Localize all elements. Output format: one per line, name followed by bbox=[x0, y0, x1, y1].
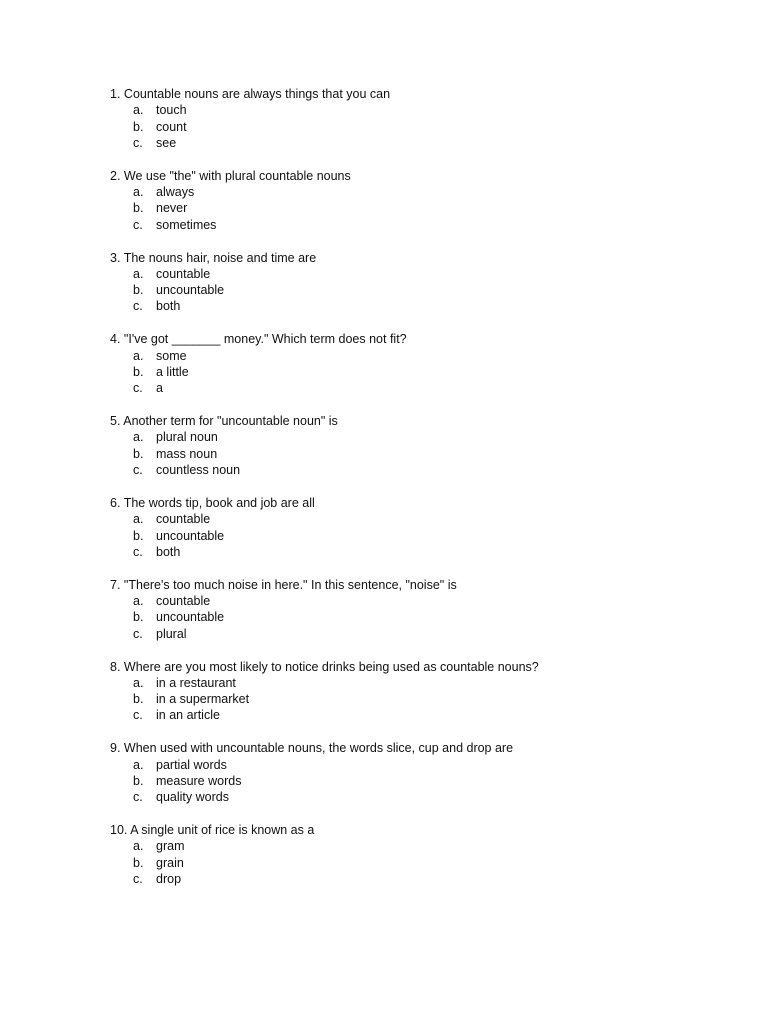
answer-option-c bbox=[110, 135, 730, 151]
question-line bbox=[110, 740, 730, 756]
option-text: in an article bbox=[156, 708, 220, 723]
option-letter: b. bbox=[133, 773, 144, 788]
question-text: "There's too much noise in here." In this sentence, "noise" is bbox=[123, 577, 457, 592]
quiz-question-9 bbox=[110, 740, 730, 822]
answer-option-c bbox=[110, 789, 730, 805]
answer-option-c bbox=[110, 217, 730, 233]
option-letter: c. bbox=[133, 217, 143, 232]
question-line bbox=[110, 577, 730, 593]
option-letter: c. bbox=[133, 463, 143, 478]
question-text: The nouns hair, noise and time are bbox=[123, 250, 317, 265]
quiz-question-6 bbox=[110, 495, 730, 577]
question-number: 3. bbox=[110, 250, 121, 265]
option-letter: c. bbox=[133, 708, 143, 723]
question-text: The words tip, book and job are all bbox=[123, 495, 315, 510]
question-text: Countable nouns are always things that you can bbox=[123, 87, 391, 101]
option-text: a little bbox=[156, 364, 189, 379]
option-text: see bbox=[156, 135, 177, 150]
option-text: some bbox=[156, 348, 187, 363]
option-letter: b. bbox=[133, 855, 144, 870]
option-letter: b. bbox=[133, 119, 144, 134]
answer-option-b bbox=[110, 855, 730, 871]
option-text: measure words bbox=[156, 773, 242, 788]
option-letter: b. bbox=[133, 201, 144, 216]
answer-option-c bbox=[110, 462, 730, 478]
option-text: drop bbox=[156, 872, 182, 887]
option-text: quality words bbox=[156, 790, 229, 805]
option-letter: c. bbox=[133, 872, 143, 887]
option-text: in a restaurant bbox=[156, 675, 236, 690]
option-text: countable bbox=[156, 594, 211, 609]
option-letter: a. bbox=[133, 185, 144, 200]
question-text: When used with uncountable nouns, the words slice, cup and drop are bbox=[123, 741, 514, 756]
quiz-question-8 bbox=[110, 659, 730, 741]
answer-option-b bbox=[110, 446, 730, 462]
answer-option-b bbox=[110, 282, 730, 298]
option-text: touch bbox=[156, 103, 187, 118]
quiz-question-2 bbox=[110, 168, 730, 250]
option-text: mass noun bbox=[156, 446, 218, 461]
option-letter: c. bbox=[133, 790, 143, 805]
answer-option-b bbox=[110, 364, 730, 380]
question-number: 10. bbox=[110, 823, 128, 838]
quiz-question-4 bbox=[110, 331, 730, 413]
option-text: countable bbox=[156, 266, 211, 281]
answer-option-c bbox=[110, 626, 730, 642]
answer-option-c bbox=[110, 871, 730, 887]
quiz-question-3 bbox=[110, 250, 730, 332]
quiz-question-list bbox=[110, 86, 730, 904]
answer-option-a bbox=[110, 102, 730, 118]
option-text: never bbox=[156, 201, 188, 216]
answer-option-a bbox=[110, 838, 730, 854]
question-line bbox=[110, 86, 730, 102]
answer-option-a bbox=[110, 675, 730, 691]
option-text: always bbox=[156, 185, 195, 200]
quiz-question-7 bbox=[110, 577, 730, 659]
option-letter: a. bbox=[133, 757, 144, 772]
option-letter: c. bbox=[133, 626, 143, 641]
option-text: countless noun bbox=[156, 463, 241, 478]
answer-option-c bbox=[110, 298, 730, 314]
question-number: 5. bbox=[110, 414, 121, 429]
answer-option-b bbox=[110, 119, 730, 135]
option-letter: a. bbox=[133, 348, 144, 363]
question-number: 4. bbox=[110, 332, 121, 347]
question-line bbox=[110, 168, 730, 184]
option-text: gram bbox=[156, 839, 185, 854]
option-letter: a. bbox=[133, 675, 144, 690]
question-number: 7. bbox=[110, 577, 121, 592]
question-number: 1. bbox=[110, 87, 121, 101]
answer-option-b bbox=[110, 609, 730, 625]
option-letter: b. bbox=[133, 364, 144, 379]
answer-option-b bbox=[110, 200, 730, 216]
answer-option-c bbox=[110, 380, 730, 396]
answer-option-a bbox=[110, 511, 730, 527]
option-letter: a. bbox=[133, 430, 144, 445]
option-letter: a. bbox=[133, 839, 144, 854]
option-letter: b. bbox=[133, 528, 144, 543]
question-line bbox=[110, 250, 730, 266]
option-text: plural noun bbox=[156, 430, 218, 445]
option-text: countable bbox=[156, 512, 211, 527]
option-text: partial words bbox=[156, 757, 227, 772]
option-letter: c. bbox=[133, 381, 143, 396]
quiz-question-10 bbox=[110, 822, 730, 904]
answer-option-a bbox=[110, 348, 730, 364]
option-letter: b. bbox=[133, 692, 144, 707]
question-line bbox=[110, 331, 730, 347]
answer-option-a bbox=[110, 757, 730, 773]
question-number: 6. bbox=[110, 495, 121, 510]
answer-option-b bbox=[110, 773, 730, 789]
answer-option-b bbox=[110, 691, 730, 707]
answer-option-b bbox=[110, 528, 730, 544]
option-letter: a. bbox=[133, 266, 144, 281]
answer-option-c bbox=[110, 544, 730, 560]
question-number: 8. bbox=[110, 659, 121, 674]
question-number: 9. bbox=[110, 741, 121, 756]
question-number: 2. bbox=[110, 168, 121, 183]
quiz-question-5 bbox=[110, 413, 730, 495]
quiz-question-1 bbox=[110, 86, 730, 168]
question-text: Another term for "uncountable noun" is bbox=[123, 414, 338, 429]
answer-option-a bbox=[110, 184, 730, 200]
answer-option-a bbox=[110, 429, 730, 445]
option-text: uncountable bbox=[156, 610, 225, 625]
option-letter: a. bbox=[133, 594, 144, 609]
question-text: A single unit of rice is known as a bbox=[130, 823, 315, 838]
answer-option-a bbox=[110, 266, 730, 282]
option-letter: b. bbox=[133, 610, 144, 625]
question-line bbox=[110, 413, 730, 429]
option-text: count bbox=[156, 119, 187, 134]
option-text: both bbox=[156, 544, 181, 559]
question-text: We use "the" with plural countable nouns bbox=[123, 168, 351, 183]
question-text: Where are you most likely to notice drinks being used as countable nouns? bbox=[123, 659, 539, 674]
option-text: both bbox=[156, 299, 181, 314]
option-letter: b. bbox=[133, 446, 144, 461]
option-text: grain bbox=[156, 855, 184, 870]
answer-option-c bbox=[110, 707, 730, 723]
question-line bbox=[110, 822, 730, 838]
question-text: "I've got _______ money." Which term does not fit? bbox=[123, 332, 407, 347]
option-letter: c. bbox=[133, 135, 143, 150]
option-text: plural bbox=[156, 626, 187, 641]
option-text: a bbox=[156, 381, 163, 396]
option-text: uncountable bbox=[156, 528, 225, 543]
option-text: uncountable bbox=[156, 283, 225, 298]
option-text: sometimes bbox=[156, 217, 217, 232]
option-letter: b. bbox=[133, 283, 144, 298]
question-line bbox=[110, 659, 730, 675]
option-letter: a. bbox=[133, 512, 144, 527]
answer-option-a bbox=[110, 593, 730, 609]
option-letter: c. bbox=[133, 299, 143, 314]
option-letter: c. bbox=[133, 544, 143, 559]
question-line bbox=[110, 495, 730, 511]
option-letter: a. bbox=[133, 103, 144, 118]
option-text: in a supermarket bbox=[156, 692, 250, 707]
